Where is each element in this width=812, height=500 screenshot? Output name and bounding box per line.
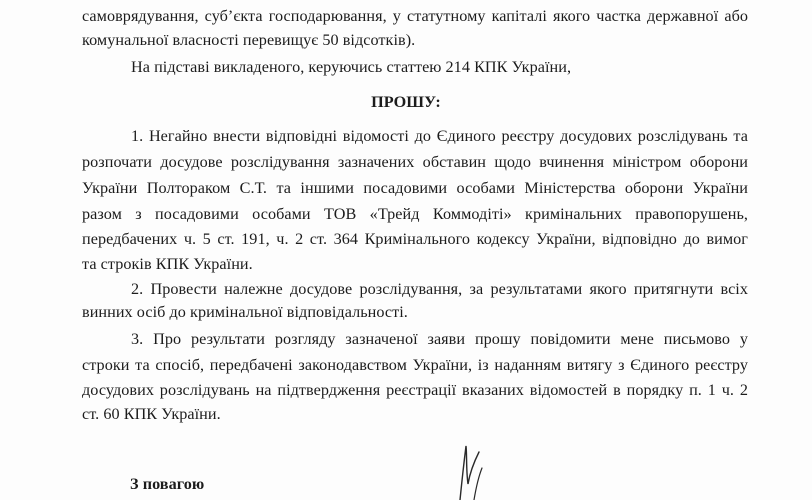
text-line: самоврядування, суб’єкта господарювання, у статутному капіталі якого частка державної або xyxy=(82,7,748,25)
text-line: разом з посадовими особами ТОВ «Трейд Коммодіті» кримінальних правопорушень, xyxy=(82,205,748,223)
text-line: України Полтораком С.Т. та іншими посадовими особами Міністерства оборони України xyxy=(82,179,748,197)
text-line: та строків КПК України. xyxy=(82,255,253,273)
section-heading: ПРОШУ: xyxy=(371,93,441,111)
text-line: 3. Про результати розгляду зазначеної заяви прошу повідомити мене письмово у xyxy=(131,330,748,348)
text-line: винних осіб до кримінальної відповідальності. xyxy=(82,303,408,321)
text-line: ст. 60 КПК України. xyxy=(82,405,221,423)
text-line: передбачених ч. 5 ст. 191, ч. 2 ст. 364 Кримінального кодексу України, відповідно до вимог xyxy=(82,230,748,248)
text-line: комунальної власності перевищує 50 відсотків). xyxy=(82,31,416,49)
text-line: 1. Негайно внести відповідні відомості до Єдиного реєстру досудових розслідувань та xyxy=(131,127,748,145)
signature-mark xyxy=(430,440,510,500)
text-line: строки та спосіб, передбачені законодавством України, із наданням витягу з Єдиного реєстру xyxy=(82,356,748,374)
text-line: досудових розслідувань на підтвердження реєстрації вказаних відомостей в порядку п. 1 ч. 2 xyxy=(82,381,748,399)
text-line: На підставі викладеного, керуючись статтею 214 КПК України, xyxy=(131,58,572,76)
closing-text: З повагою xyxy=(130,475,205,493)
text-line: 2. Провести належне досудове розслідування, за результатами якого притягнути всіх xyxy=(131,280,748,298)
text-line: розпочати досудове розслідування зазначених обставин щодо вчинення міністром оборони xyxy=(82,153,748,171)
